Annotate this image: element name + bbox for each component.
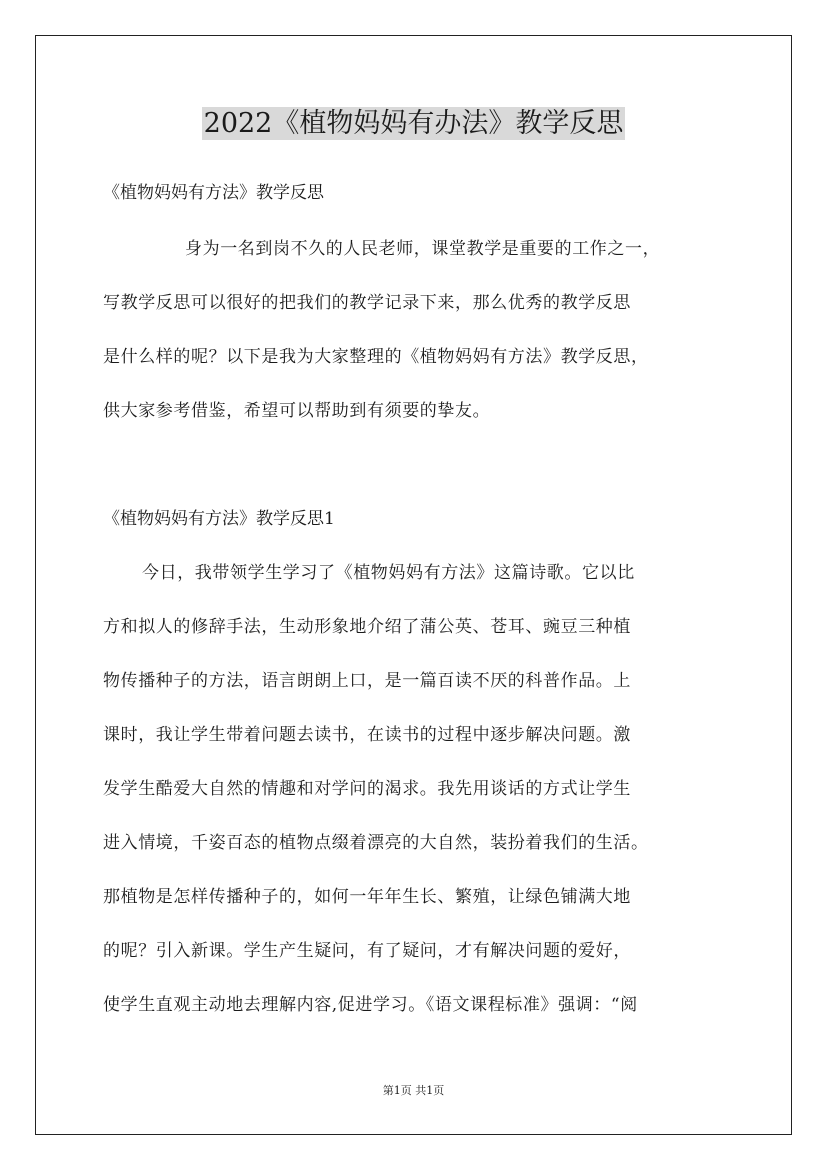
- document-subtitle: 《植物妈妈有方法》教学反思: [103, 183, 324, 203]
- intro-line: 写教学反思可以很好的把我们的教学记录下来，那么优秀的教学反思: [103, 293, 631, 313]
- section-line: 发学生酷爱大自然的情趣和对学问的渴求。我先用谈话的方式让学生: [103, 779, 631, 799]
- section-line: 的呢？引入新课。学生产生疑问，有了疑问，才有解决问题的爱好，: [103, 941, 631, 961]
- intro-line: 是什么样的呢？以下是我为大家整理的《植物妈妈有方法》教学反思，: [103, 347, 649, 367]
- page-footer: 第1页 共1页: [382, 1084, 445, 1097]
- section-line: 今日，我带领学生学习了《植物妈妈有方法》这篇诗歌。它以比: [142, 563, 635, 583]
- section-heading: 《植物妈妈有方法》教学反思1: [103, 509, 335, 529]
- document-title: [0, 104, 827, 144]
- document-title-text: 2022《植物妈妈有办法》教学反思: [203, 108, 624, 139]
- intro-line: 供大家参考借鉴，希望可以帮助到有须要的挚友。: [103, 401, 491, 421]
- intro-line: 身为一名到岗不久的人民老师，课堂教学是重要的工作之一，: [185, 239, 661, 259]
- section-line: 方和拟人的修辞手法，生动形象地介绍了蒲公英、苍耳、豌豆三种植: [103, 617, 631, 637]
- section-line: 那植物是怎样传播种子的，如何一年年生长、繁殖，让绿色铺满大地: [103, 887, 631, 907]
- section-line: 进入情境，千姿百态的植物点缀着漂亮的大自然，装扮着我们的生活。: [103, 833, 649, 853]
- section-line: 使学生直观主动地去理解内容,促进学习。《语文课程标准》强调：“阅: [103, 995, 638, 1015]
- section-line: 物传播种子的方法，语言朗朗上口，是一篇百读不厌的科普作品。上: [103, 671, 631, 691]
- section-line: 课时，我让学生带着问题去读书，在读书的过程中逐步解决问题。激: [103, 725, 631, 745]
